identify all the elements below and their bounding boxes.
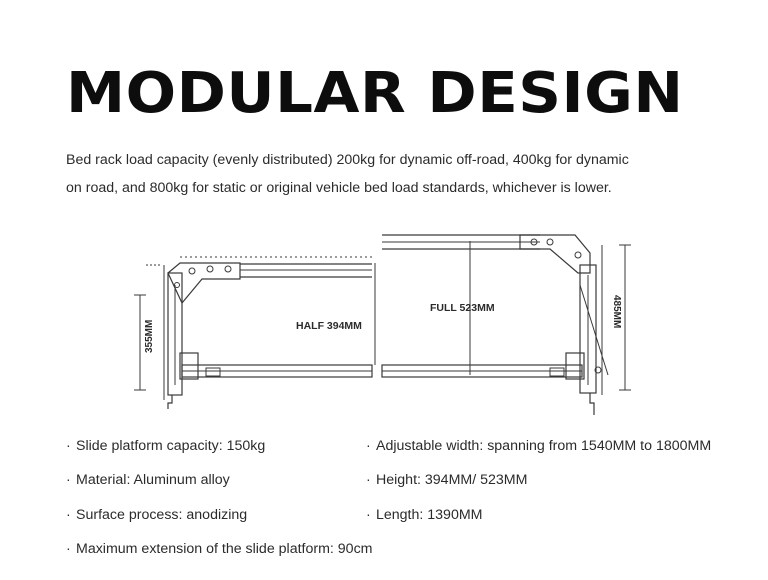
half-height-label: HALF 394MM: [296, 320, 362, 332]
left-dimension-label: 355MM: [144, 319, 155, 353]
bullet: ·: [366, 472, 371, 488]
spec-list: [66, 432, 756, 572]
spec-item: [66, 507, 247, 523]
full-height-rack: [382, 235, 631, 415]
bullet: ·: [66, 541, 71, 557]
spec-max-extension: Maximum extension of the slide platform: 90cm: [76, 541, 373, 557]
bullet: ·: [366, 507, 371, 523]
spec-height: Height: 394MM/ 523MM: [376, 472, 528, 488]
right-dimension-label: 485MM: [611, 295, 622, 329]
spec-item: [66, 438, 265, 454]
bullet: ·: [66, 438, 71, 454]
half-height-rack: [134, 257, 372, 409]
bed-rack-drawing: [120, 225, 640, 430]
full-height-label: FULL 523MM: [430, 302, 495, 314]
bullet: ·: [66, 472, 71, 488]
spec-slide-capacity: Slide platform capacity: 150kg: [76, 438, 266, 454]
spec-material: Material: Aluminum alloy: [76, 472, 230, 488]
intro-line-1: Bed rack load capacity (evenly distributed) 200kg for dynamic off-road, 400kg for dynamic: [66, 152, 629, 168]
spec-item: [366, 472, 527, 488]
spec-item: [366, 507, 482, 523]
spec-surface: Surface process: anodizing: [76, 507, 248, 523]
intro-paragraph: [66, 146, 726, 202]
bed-rack-diagram: [120, 225, 640, 430]
bullet: ·: [66, 507, 71, 523]
page-title: MODULAR DESIGN: [66, 61, 684, 126]
bullet: ·: [366, 438, 371, 454]
intro-line-2: on road, and 800kg for static or original vehicle bed load standards, whichever is lower.: [66, 180, 612, 196]
spec-item: [66, 541, 372, 557]
spec-length: Length: 1390MM: [376, 507, 483, 523]
spec-item: [366, 438, 711, 454]
spec-width: Adjustable width: spanning from 1540MM to 1800MM: [376, 438, 712, 454]
spec-item: [66, 472, 230, 488]
